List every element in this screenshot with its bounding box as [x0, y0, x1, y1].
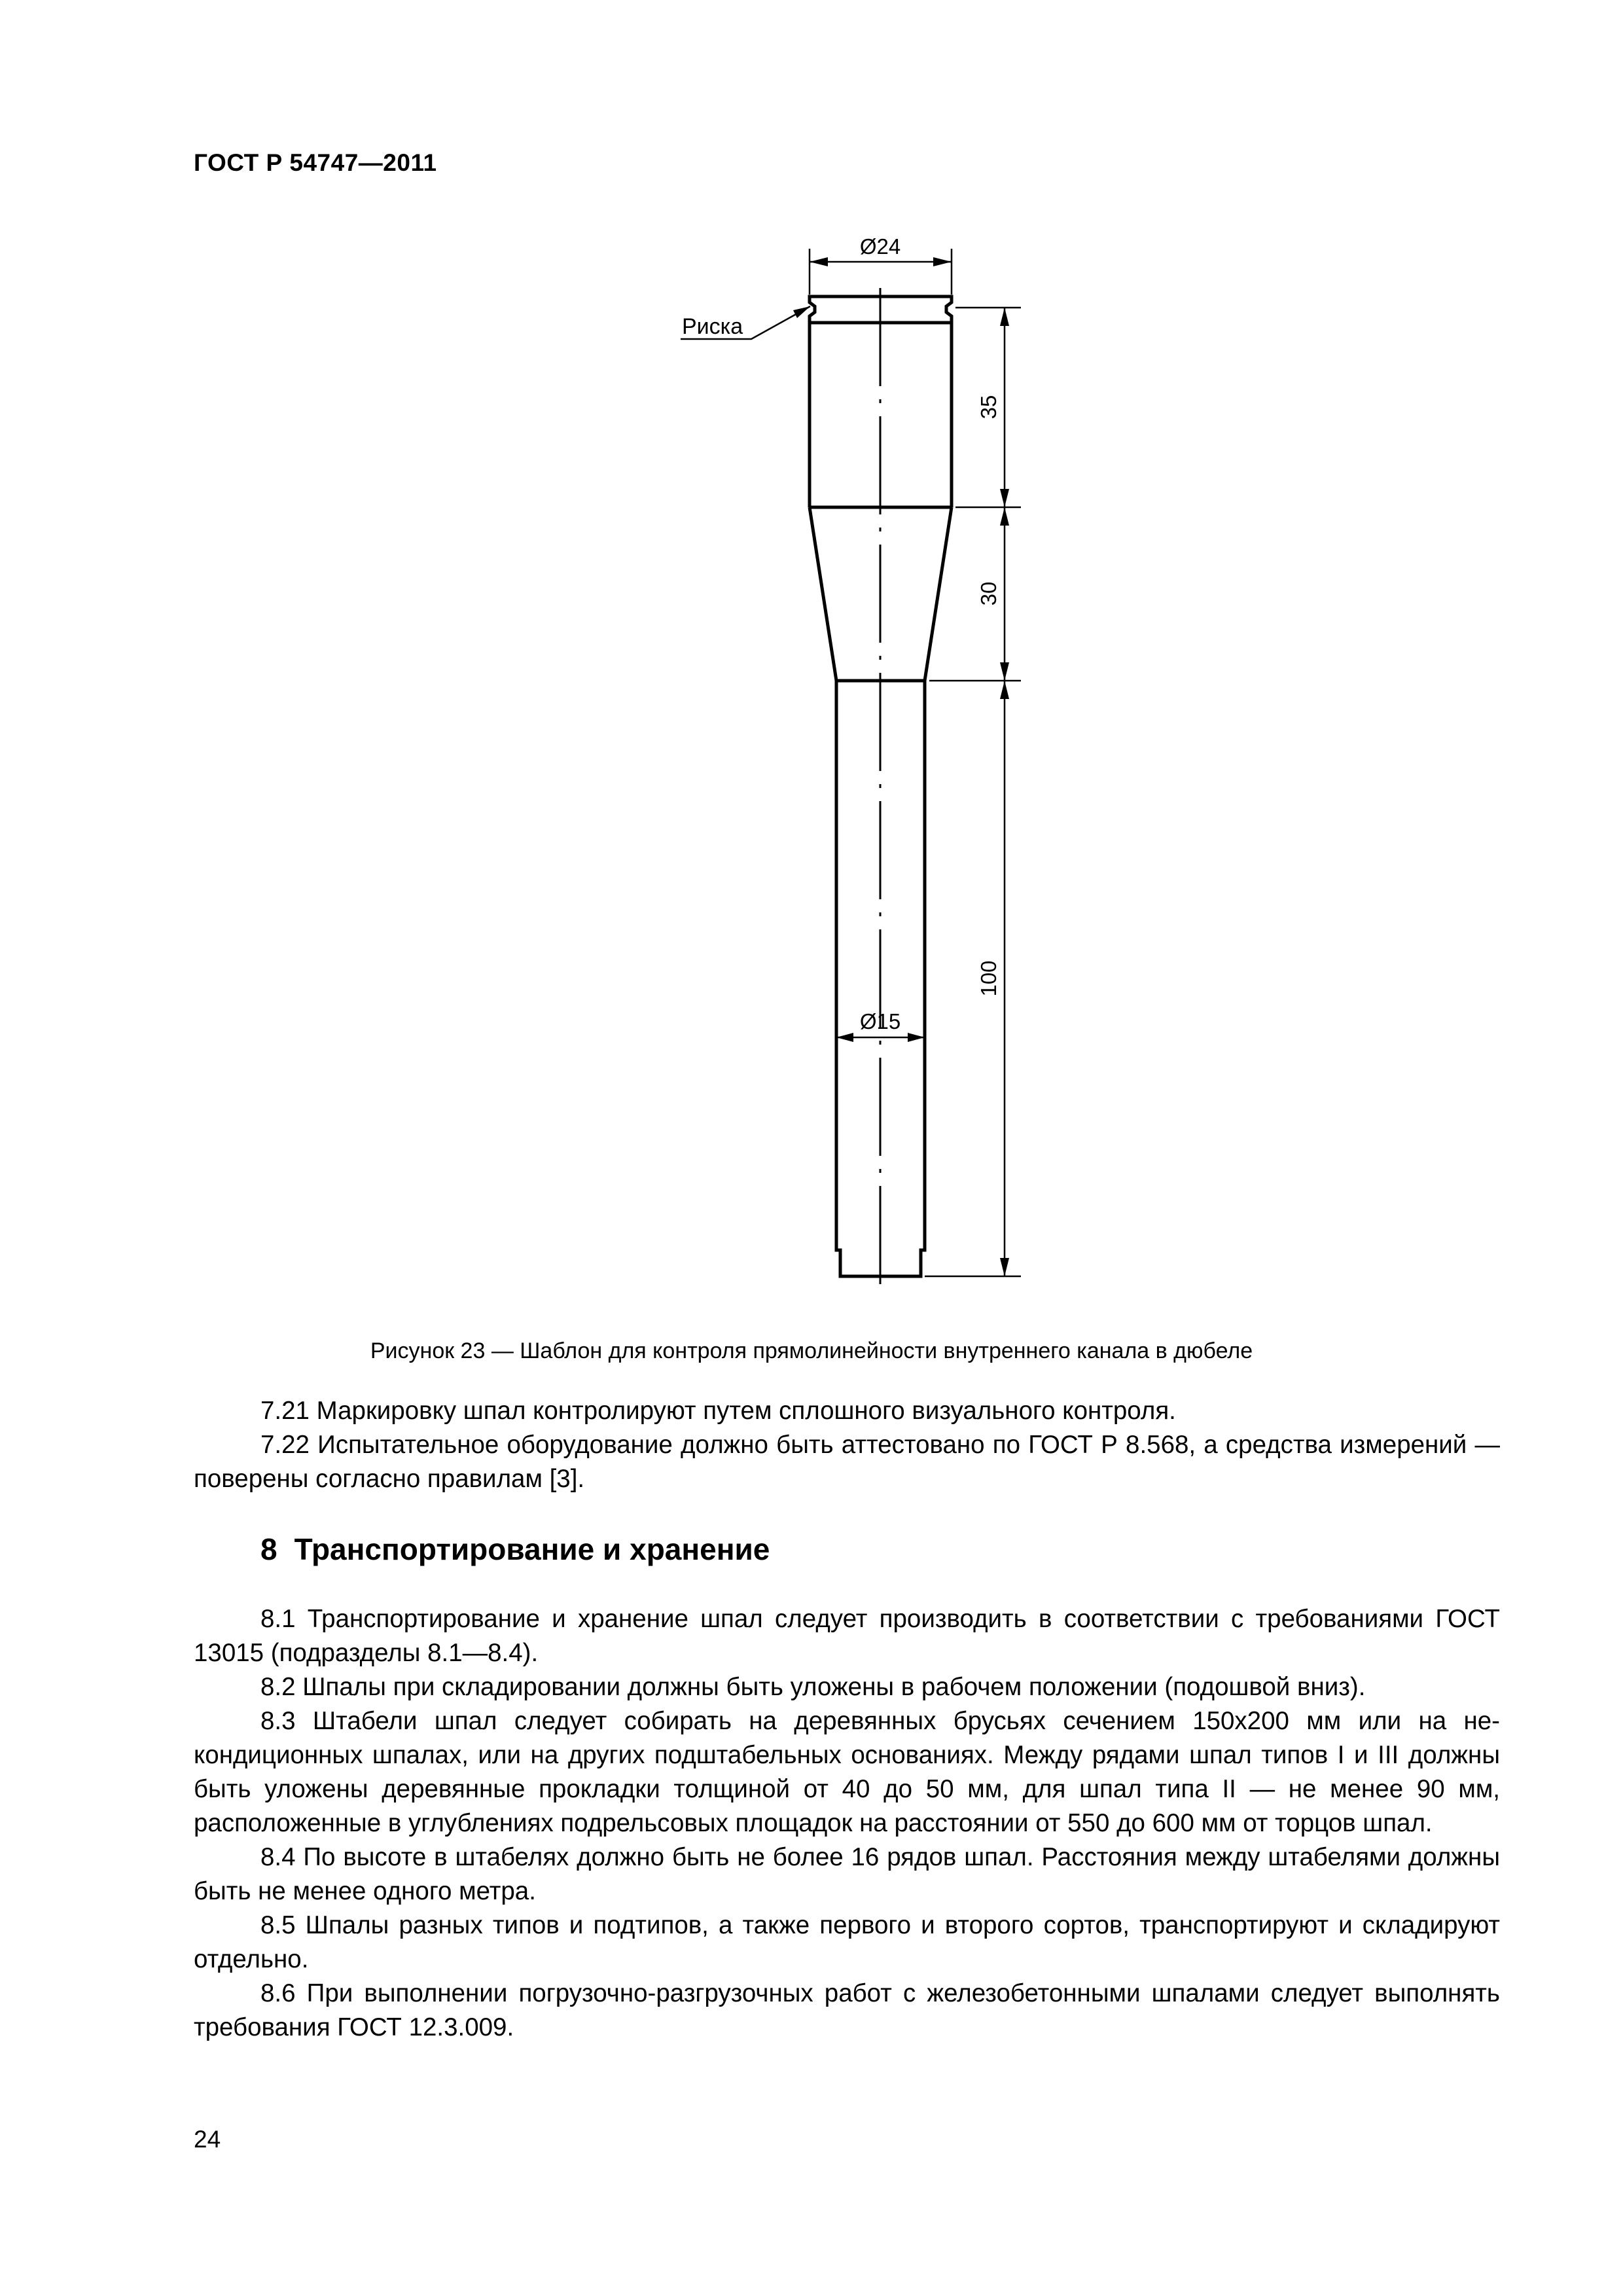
paragraph-8-5: 8.5 Шпалы разных типов и подтипов, а также первого и второго сортов, транспортируют и складируют отдельно.	[194, 1911, 1500, 1973]
paragraph-7-21: 7.21 Маркировку шпал контролируют путем сплошного визуального контроля.	[260, 1397, 1176, 1425]
section-8-text	[194, 1602, 1500, 2045]
paragraph-7-22: 7.22 Испытательное оборудование должно быть аттестовано по ГОСТ Р 8.568, а средства измерений — поверены согласно правилам [3].	[194, 1431, 1500, 1493]
dim-text-100: 100	[976, 960, 1001, 997]
figure-caption: Рисунок 23 — Шаблон для контроля прямолинейности внутреннего канала в дюбеле	[370, 1338, 1253, 1363]
dim-text-d24: Ø24	[859, 234, 901, 259]
document-header: ГОСТ Р 54747—2011	[194, 149, 437, 176]
page-number: 24	[194, 2126, 221, 2153]
paragraph-8-4: 8.4 По высоте в штабелях должно быть не более 16 рядов шпал. Расстояния между штабелями должны быть не менее одного метра.	[194, 1843, 1500, 1905]
paragraph-8-2: 8.2 Шпалы при складировании должны быть уложены в рабочем положении (подошвой вниз).	[260, 1673, 1366, 1701]
dim-text-35: 35	[976, 395, 1001, 420]
section-8-title: Транспортирование и хранение	[294, 1532, 770, 1566]
section-8-number: 8	[260, 1532, 277, 1566]
dim-text-30: 30	[976, 581, 1001, 606]
paragraph-8-1: 8.1 Транспортирование и хранение шпал следует производить в соответствии с требованиями ГОСТ 13015 (подразделы 8.1—8.4).	[194, 1605, 1500, 1667]
dim-text-d15: Ø15	[859, 1009, 901, 1033]
section-7-text	[194, 1394, 1500, 1496]
mark-label: Риска	[682, 314, 743, 339]
section-8-heading	[260, 1532, 770, 1567]
paragraph-8-6: 8.6 При выполнении погрузочно-разгрузочных работ с железобетонными шпалами следует выполнять требования ГОСТ 12.3.009.	[194, 1979, 1500, 2041]
paragraph-8-3: 8.3 Штабели шпал следует собирать на деревянных брусьях сечением 150х200 мм или на некондиционных шпалах, или на других подштабельных основаниях. Между рядами шпал типов I и III должны быть уложены деревянные прокладки толщиной от 40 до 50 мм, для шпал типа II — не менее 90 мм, расположенные в углублениях подрельсовых площадок на расстоянии от 550 до 600 мм от торцов шпал.	[194, 1707, 1500, 1837]
